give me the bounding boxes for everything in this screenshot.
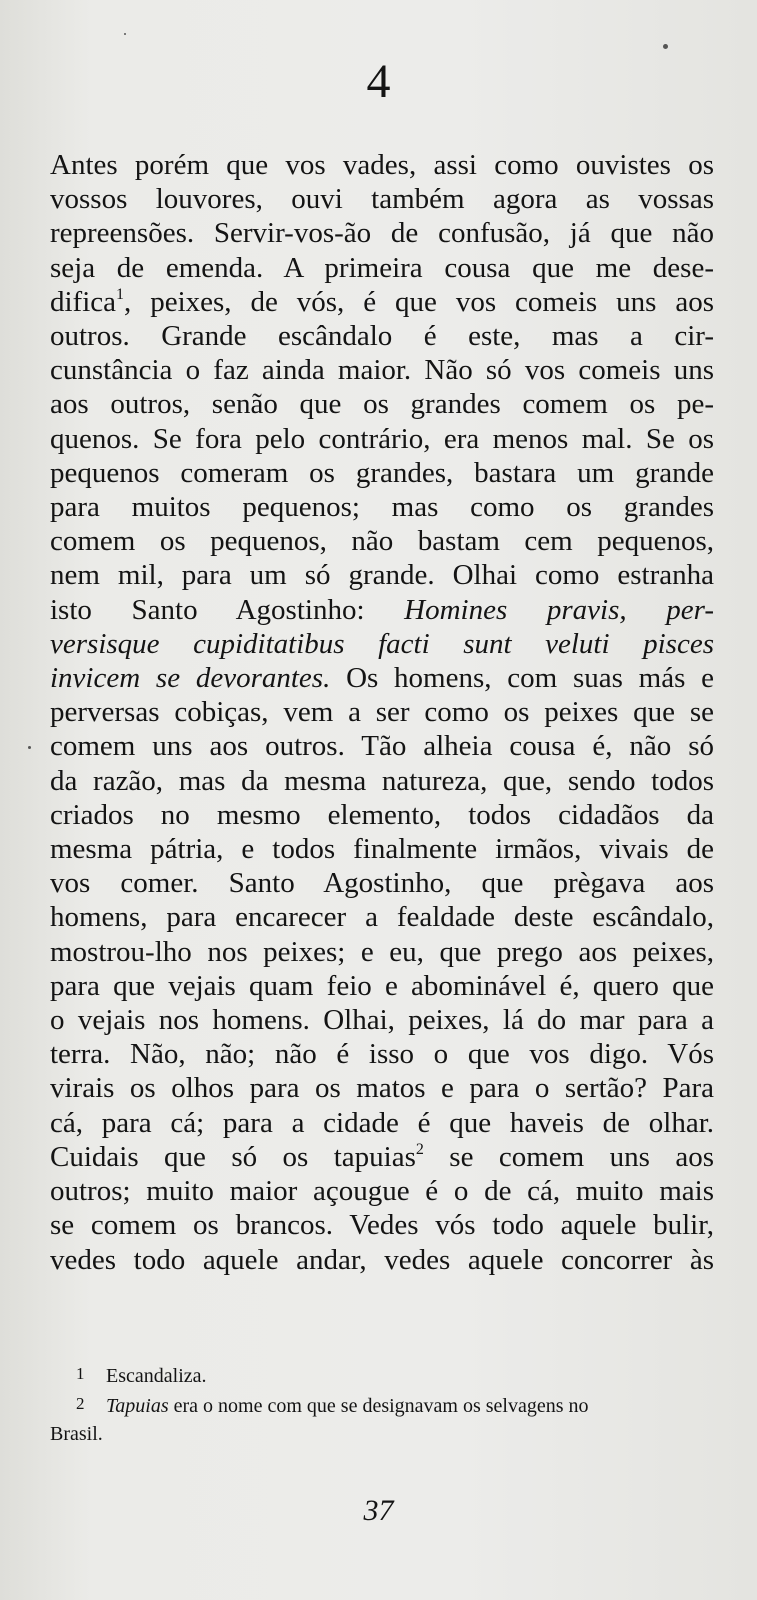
text-line: mesma pátria, e todos finalmente irmãos, vivais de <box>50 833 714 866</box>
footnote-marker: 1 <box>116 285 125 303</box>
text-line: seja de emenda. A primeira cousa que me dese- <box>50 251 714 284</box>
text-line: homens, para encarecer a fealdade deste escândalo, <box>50 901 714 934</box>
text-line: perversas cobiças, vem a ser como os peixes que se <box>50 696 714 729</box>
text-line: nem mil, para um só grande. Olhai como estranha <box>50 559 714 592</box>
text-line: repreensões. Servir-vos-ão de confusão, já que não <box>50 217 714 250</box>
text-line: vossos louvores, ouvi também agora as vossas <box>50 183 714 216</box>
page-number: 37 <box>363 1494 394 1527</box>
text-line: Cuidais que só os tapuias$^2$ se comem uns aos <box>50 1140 714 1173</box>
footnote-number: 2 <box>76 1394 85 1413</box>
ink-speck <box>28 746 31 749</box>
text-line: outros. Grande escândalo é este, mas a cir- <box>50 320 714 353</box>
footnote-marker: 2 <box>415 1140 424 1158</box>
text-line: outros; muito maior açougue é o de cá, muito mais <box>50 1175 714 1208</box>
footnote-continuation: Brasil. <box>50 1423 103 1445</box>
body-text <box>50 148 714 1277</box>
text-line: comem os pequenos, não bastam cem pequenos, <box>50 525 714 558</box>
text-line: isto Santo Agostinho: Homines pravis, per- <box>50 593 714 626</box>
text-line: se comem os brancos. Vedes vós todo aquele bulir, <box>50 1209 714 1242</box>
text-line: para que vejais quam feio e abominável é, quero que <box>50 969 714 1002</box>
text-line: quenos. Se fora pelo contrário, era menos mal. Se os <box>50 422 714 455</box>
chapter-number: 4 <box>366 55 391 108</box>
text-line: o vejais nos homens. Olhai, peixes, lá do mar para a <box>50 1004 714 1037</box>
text-line: difica$^1$, peixes, de vós, é que vos comeis uns aos <box>50 285 714 318</box>
text-line: vos comer. Santo Agostinho, que prègava aos <box>50 867 714 900</box>
text-line: cunstância o faz ainda maior. Não só vos comeis uns <box>50 354 714 387</box>
footnote: 2 Tapuias era o nome com que se designavam os selvagens no <box>50 1390 714 1420</box>
text-line: criados no mesmo elemento, todos cidadãos da <box>50 798 714 831</box>
ink-speck <box>663 44 668 49</box>
footnotes <box>50 1360 714 1448</box>
text-line: invicem se devorantes. Os homens, com suas más e <box>50 662 714 695</box>
footnote: 1 Escandaliza. <box>50 1360 714 1390</box>
latin-quote: Homines pravis, per- <box>404 593 714 626</box>
text-line: vedes todo aquele andar, vedes aquele concorrer às <box>50 1243 714 1276</box>
latin-quote: invicem se devorantes. <box>50 662 331 695</box>
footnote-number: 1 <box>76 1364 85 1383</box>
text-line: Antes porém que vos vades, assi como ouvistes os <box>50 149 714 181</box>
text-line <box>50 627 714 661</box>
text-line: da razão, mas da mesma natureza, que, sendo todos <box>50 764 714 797</box>
text-line: cá, para cá; para a cidade é que haveis de olhar. <box>50 1106 714 1139</box>
text-line: comem uns aos outros. Tão alheia cousa é, não só <box>50 730 714 763</box>
latin-quote: versisque cupiditatibus facti sunt veluti pisces <box>50 627 714 660</box>
text-line: terra. Não, não; não é isso o que vos digo. Vós <box>50 1038 714 1071</box>
text-line: pequenos comeram os grandes, bastara um grande <box>50 456 714 489</box>
text-line: mostrou-lho nos peixes; e eu, que prego aos peixes, <box>50 935 714 968</box>
text-line: aos outros, senão que os grandes comem os pe- <box>50 388 714 421</box>
ink-speck <box>124 33 126 35</box>
text-line: virais os olhos para os matos e para o sertão? Para <box>50 1072 714 1105</box>
text-line: para muitos pequenos; mas como os grandes <box>50 491 714 524</box>
